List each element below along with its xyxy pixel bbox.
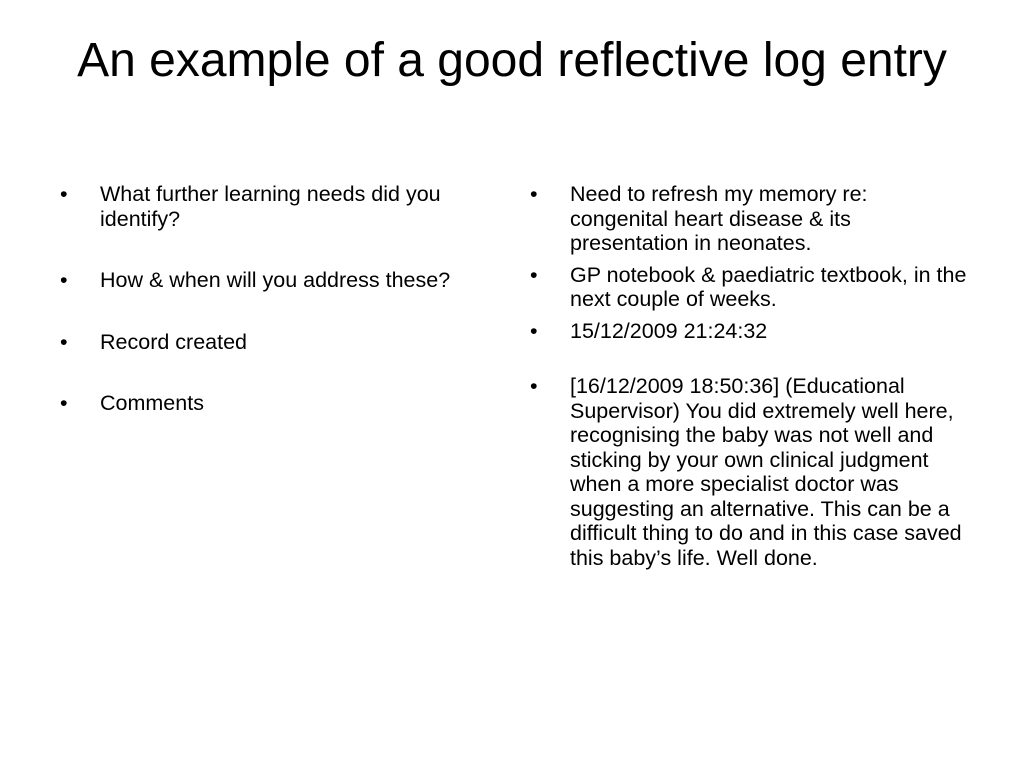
answer-plan: • GP notebook & paediatric textbook, in the next couple of weeks. — [530, 263, 970, 312]
prompt-comments: • Comments — [60, 391, 480, 416]
answer-record-timestamp: • 15/12/2009 21:24:32 — [530, 319, 970, 344]
slide-title: An example of a good reflective log entry — [77, 34, 947, 87]
left-bullet-list — [60, 182, 480, 453]
prompt-record-created: • Record created — [60, 330, 480, 355]
answer-learning-needs: • Need to refresh my memory re: congenital heart disease & its presentation in neonates. — [530, 182, 970, 256]
prompt-how-when: • How & when will you address these? — [60, 268, 480, 293]
prompt-further-learning: • What further learning needs did you identify? — [60, 182, 480, 231]
answer-supervisor-comment: • [16/12/2009 18:50:36] (Educational Supervisor) You did extremely well here, recognising the baby was not well and sticking by your own clinical judgment when a more specialist doctor was suggesting an alternative. This can be a difficult thing to do and in this case saved this baby’s life. Well done. — [530, 374, 970, 570]
right-bullet-list — [530, 182, 970, 577]
